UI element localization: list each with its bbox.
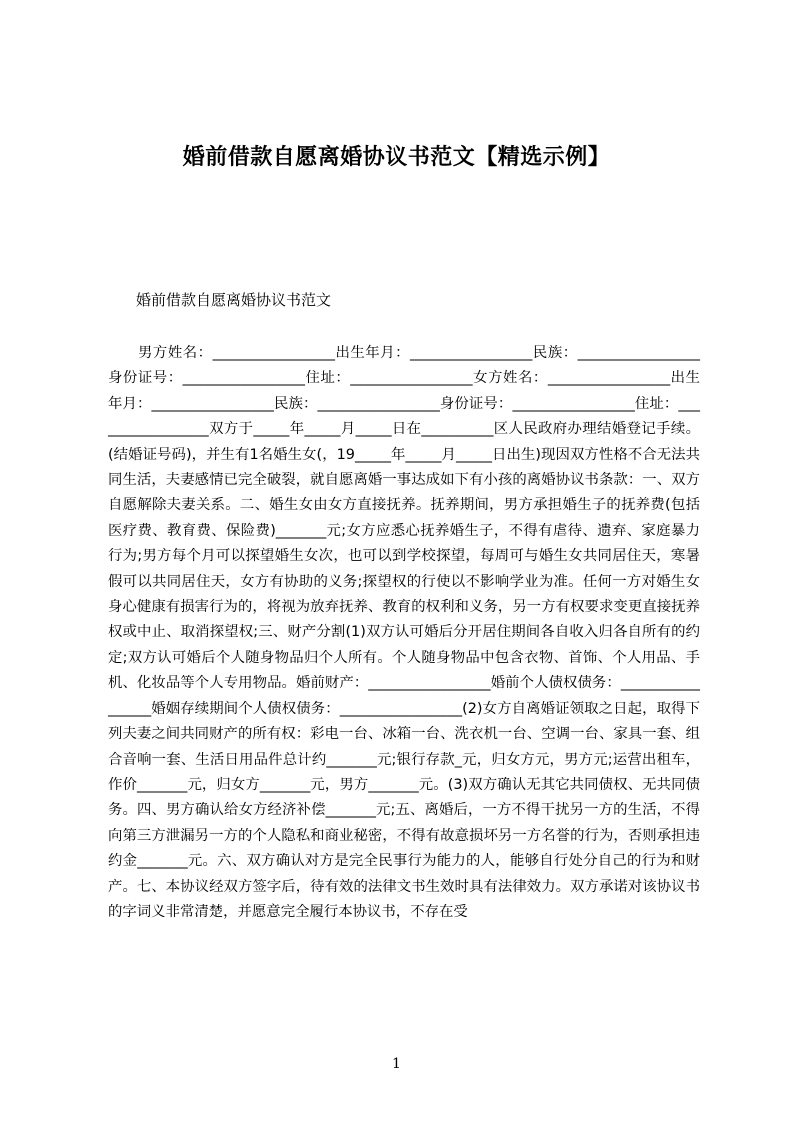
document-subtitle: 婚前借款自愿离婚协议书范文	[136, 291, 332, 309]
document-title: 婚前借款自愿离婚协议书范文【精选示例】	[182, 145, 611, 170]
page-number: 1	[392, 1056, 401, 1072]
document-body-paragraph: 男方姓名：_________________出生年月：_________________民族：_________________身份证号：_________________住址：_________________女方姓名：_________________出生年月：_________________民族：_________________身份证号：_________________住址：_________________双方于_____年_____月_____日在__________区人民政府办理结婚登记手续。(结婚证号码)，并生有1名婚生女(，19_____年_____月_____日出生)现因双方性格不合无法共同生活，夫妻感情已完全破裂，就自愿离婚一事达成如下有小孩的离婚协议书条款：一、双方自愿解除夫妻关系。二、婚生女由女方直接抚养。抚养期间，男方承担婚生子的抚养费(包括医疗费、教育费、保险费)_______元;女方应悉心抚养婚生子，不得有虐待、遗弃、家庭暴力行为;男方每个月可以探望婚生女次，也可以到学校探望，每周可与婚生女共同居住天，寒暑假可以共同居住天，女方有协助的义务;探望权的行使以不影响学业为准。任何一方对婚生女身心健康有损害行为的，将视为放弃抚养、教育的权利和义务，另一方有权要求变更直接抚养权或中止、取消探望权;三、财产分割(1)双方认可婚后分开居住期间各自收入归各自所有的约定;双方认可婚后个人随身物品归个人所有。个人随身物品中包含衣物、首饰、个人用品、手机、化妆品等个人专用物品。婚前财产：_________________婚前个人债权债务：_________________婚姻存续期间个人债权债务：_________________(2)女方自离婚证领取之日起，取得下列夫妻之间共同财产的所有权：彩电一台、冰箱一台、洗衣机一台、空调一台、家具一套、组合音响一套、生活日用品件总计约_______元;银行存款_元，归女方元，男方元;运营出租车，作价_______元，归女方_______元，男方_______元。(3)双方确认无其它共同债权、无共同债务。四、男方确认给女方经济补偿_______元;五、离婚后，一方不得干扰另一方的生活，不得向第三方泄漏另一方的个人隐私和商业秘密，不得有故意损坏另一方名誉的行为，否则承担违约金_______元。六、双方确认对方是完全民事行为能力的人，能够自行处分自己的行为和财产。七、本协议经双方签字后，待有效的法律文书生效时具有法律效力。双方承诺对该协议书的字词义非常清楚，并愿意完全履行本协议书，不存在受	[108, 345, 700, 920]
